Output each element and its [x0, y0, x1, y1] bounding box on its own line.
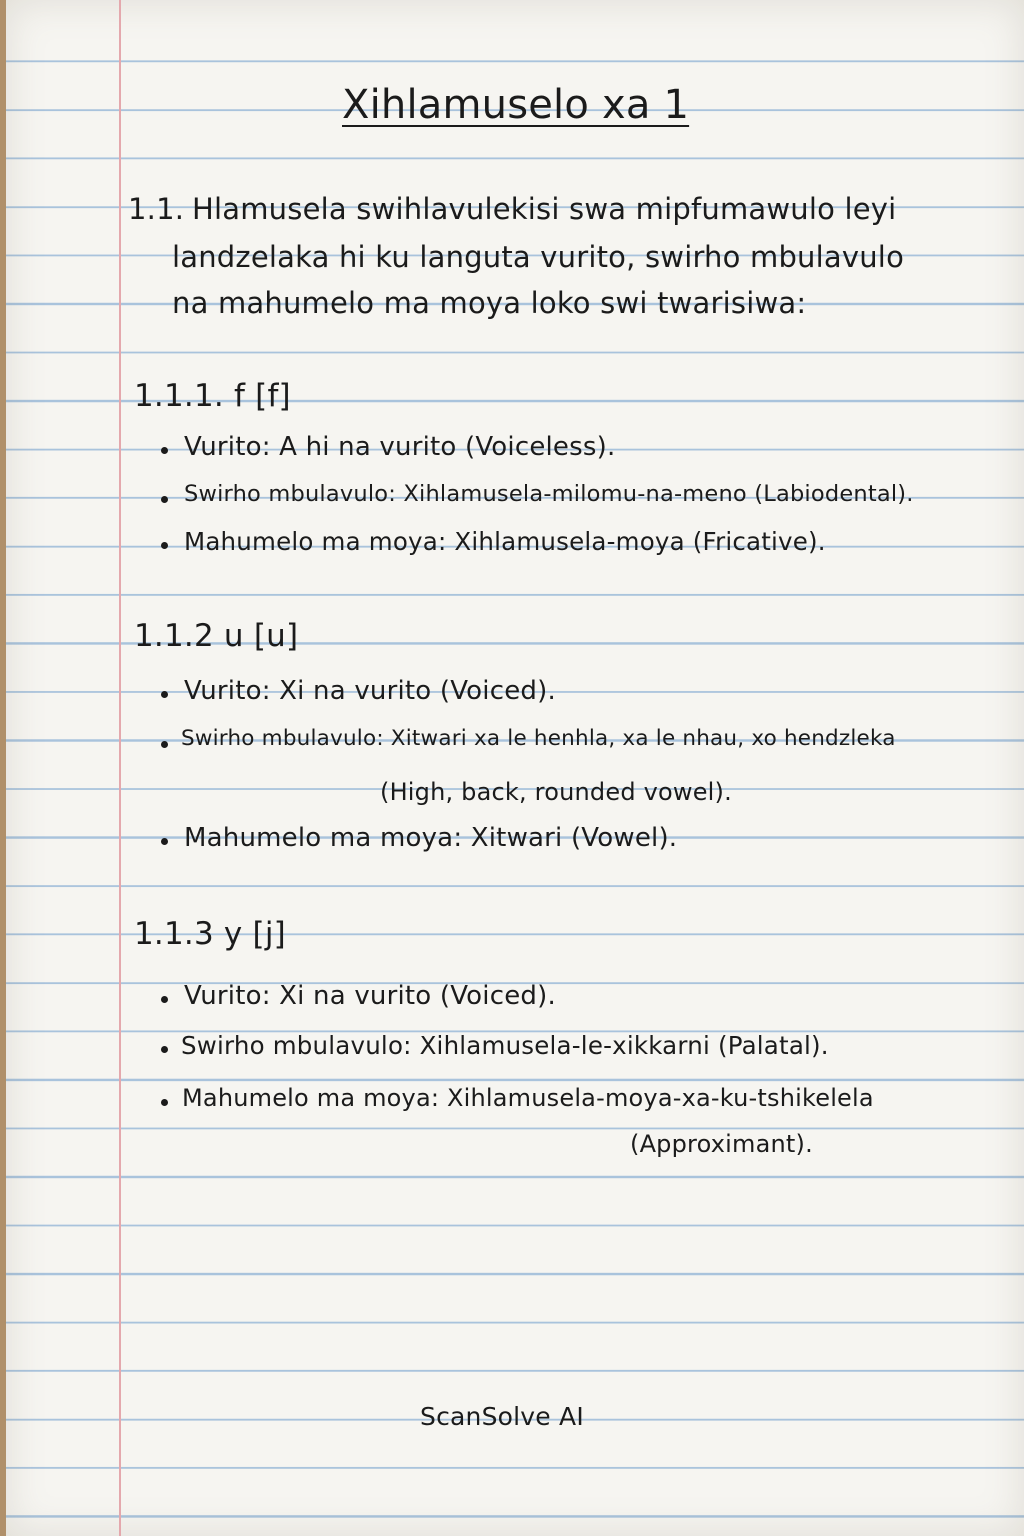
- question-line-1: Hlamusela swihlavulekisi swa mipfumawulo leyi: [192, 192, 897, 226]
- section-heading-u: 1.1.2 u [u]: [134, 618, 299, 654]
- section-heading-f: 1.1.1. f [f]: [134, 378, 291, 414]
- bullet-dot: [161, 542, 168, 549]
- bullet-place-u-continued: (High, back, rounded vowel).: [380, 778, 732, 806]
- bullet-dot: [161, 838, 168, 845]
- bullet-dot: [161, 741, 168, 748]
- footer-watermark: ScanSolve AI: [420, 1402, 584, 1431]
- bullet-manner-y: Mahumelo ma moya: Xihlamusela-moya-xa-ku-tshikelela: [182, 1084, 874, 1112]
- page-title: Xihlamuselo xa 1: [342, 82, 690, 128]
- question-line-3: na mahumelo ma moya loko swi twarisiwa:: [172, 286, 807, 320]
- bullet-dot: [161, 1046, 168, 1053]
- margin-line: [119, 0, 121, 1536]
- bullet-manner-y-continued: (Approximant).: [630, 1130, 813, 1158]
- question-number: 1.1.: [128, 192, 185, 226]
- bullet-manner-u: Mahumelo ma moya: Xitwari (Vowel).: [184, 823, 678, 853]
- bullet-dot: [161, 996, 168, 1003]
- bullet-place-u: Swirho mbulavulo: Xitwari xa le henhla, xa le nhau, xo hendzleka: [181, 726, 896, 751]
- bullet-dot: [161, 447, 168, 454]
- bullet-voicing-f: Vurito: A hi na vurito (Voiceless).: [184, 432, 616, 462]
- bullet-place-y: Swirho mbulavulo: Xihlamusela-le-xikkarni (Palatal).: [181, 1031, 829, 1060]
- question-line-2: landzelaka hi ku languta vurito, swirho mbulavulo: [172, 240, 905, 274]
- bullet-manner-f: Mahumelo ma moya: Xihlamusela-moya (Fricative).: [184, 527, 826, 556]
- bullet-dot: [161, 1099, 168, 1106]
- bullet-place-f: Swirho mbulavulo: Xihlamusela-milomu-na-meno (Labiodental).: [184, 481, 914, 507]
- bullet-voicing-y: Vurito: Xi na vurito (Voiced).: [184, 981, 556, 1011]
- bullet-dot: [161, 691, 168, 698]
- bullet-voicing-u: Vurito: Xi na vurito (Voiced).: [184, 676, 556, 706]
- bullet-dot: [161, 496, 168, 503]
- notebook-page: [6, 0, 1024, 1536]
- section-heading-y: 1.1.3 y [j]: [134, 916, 286, 952]
